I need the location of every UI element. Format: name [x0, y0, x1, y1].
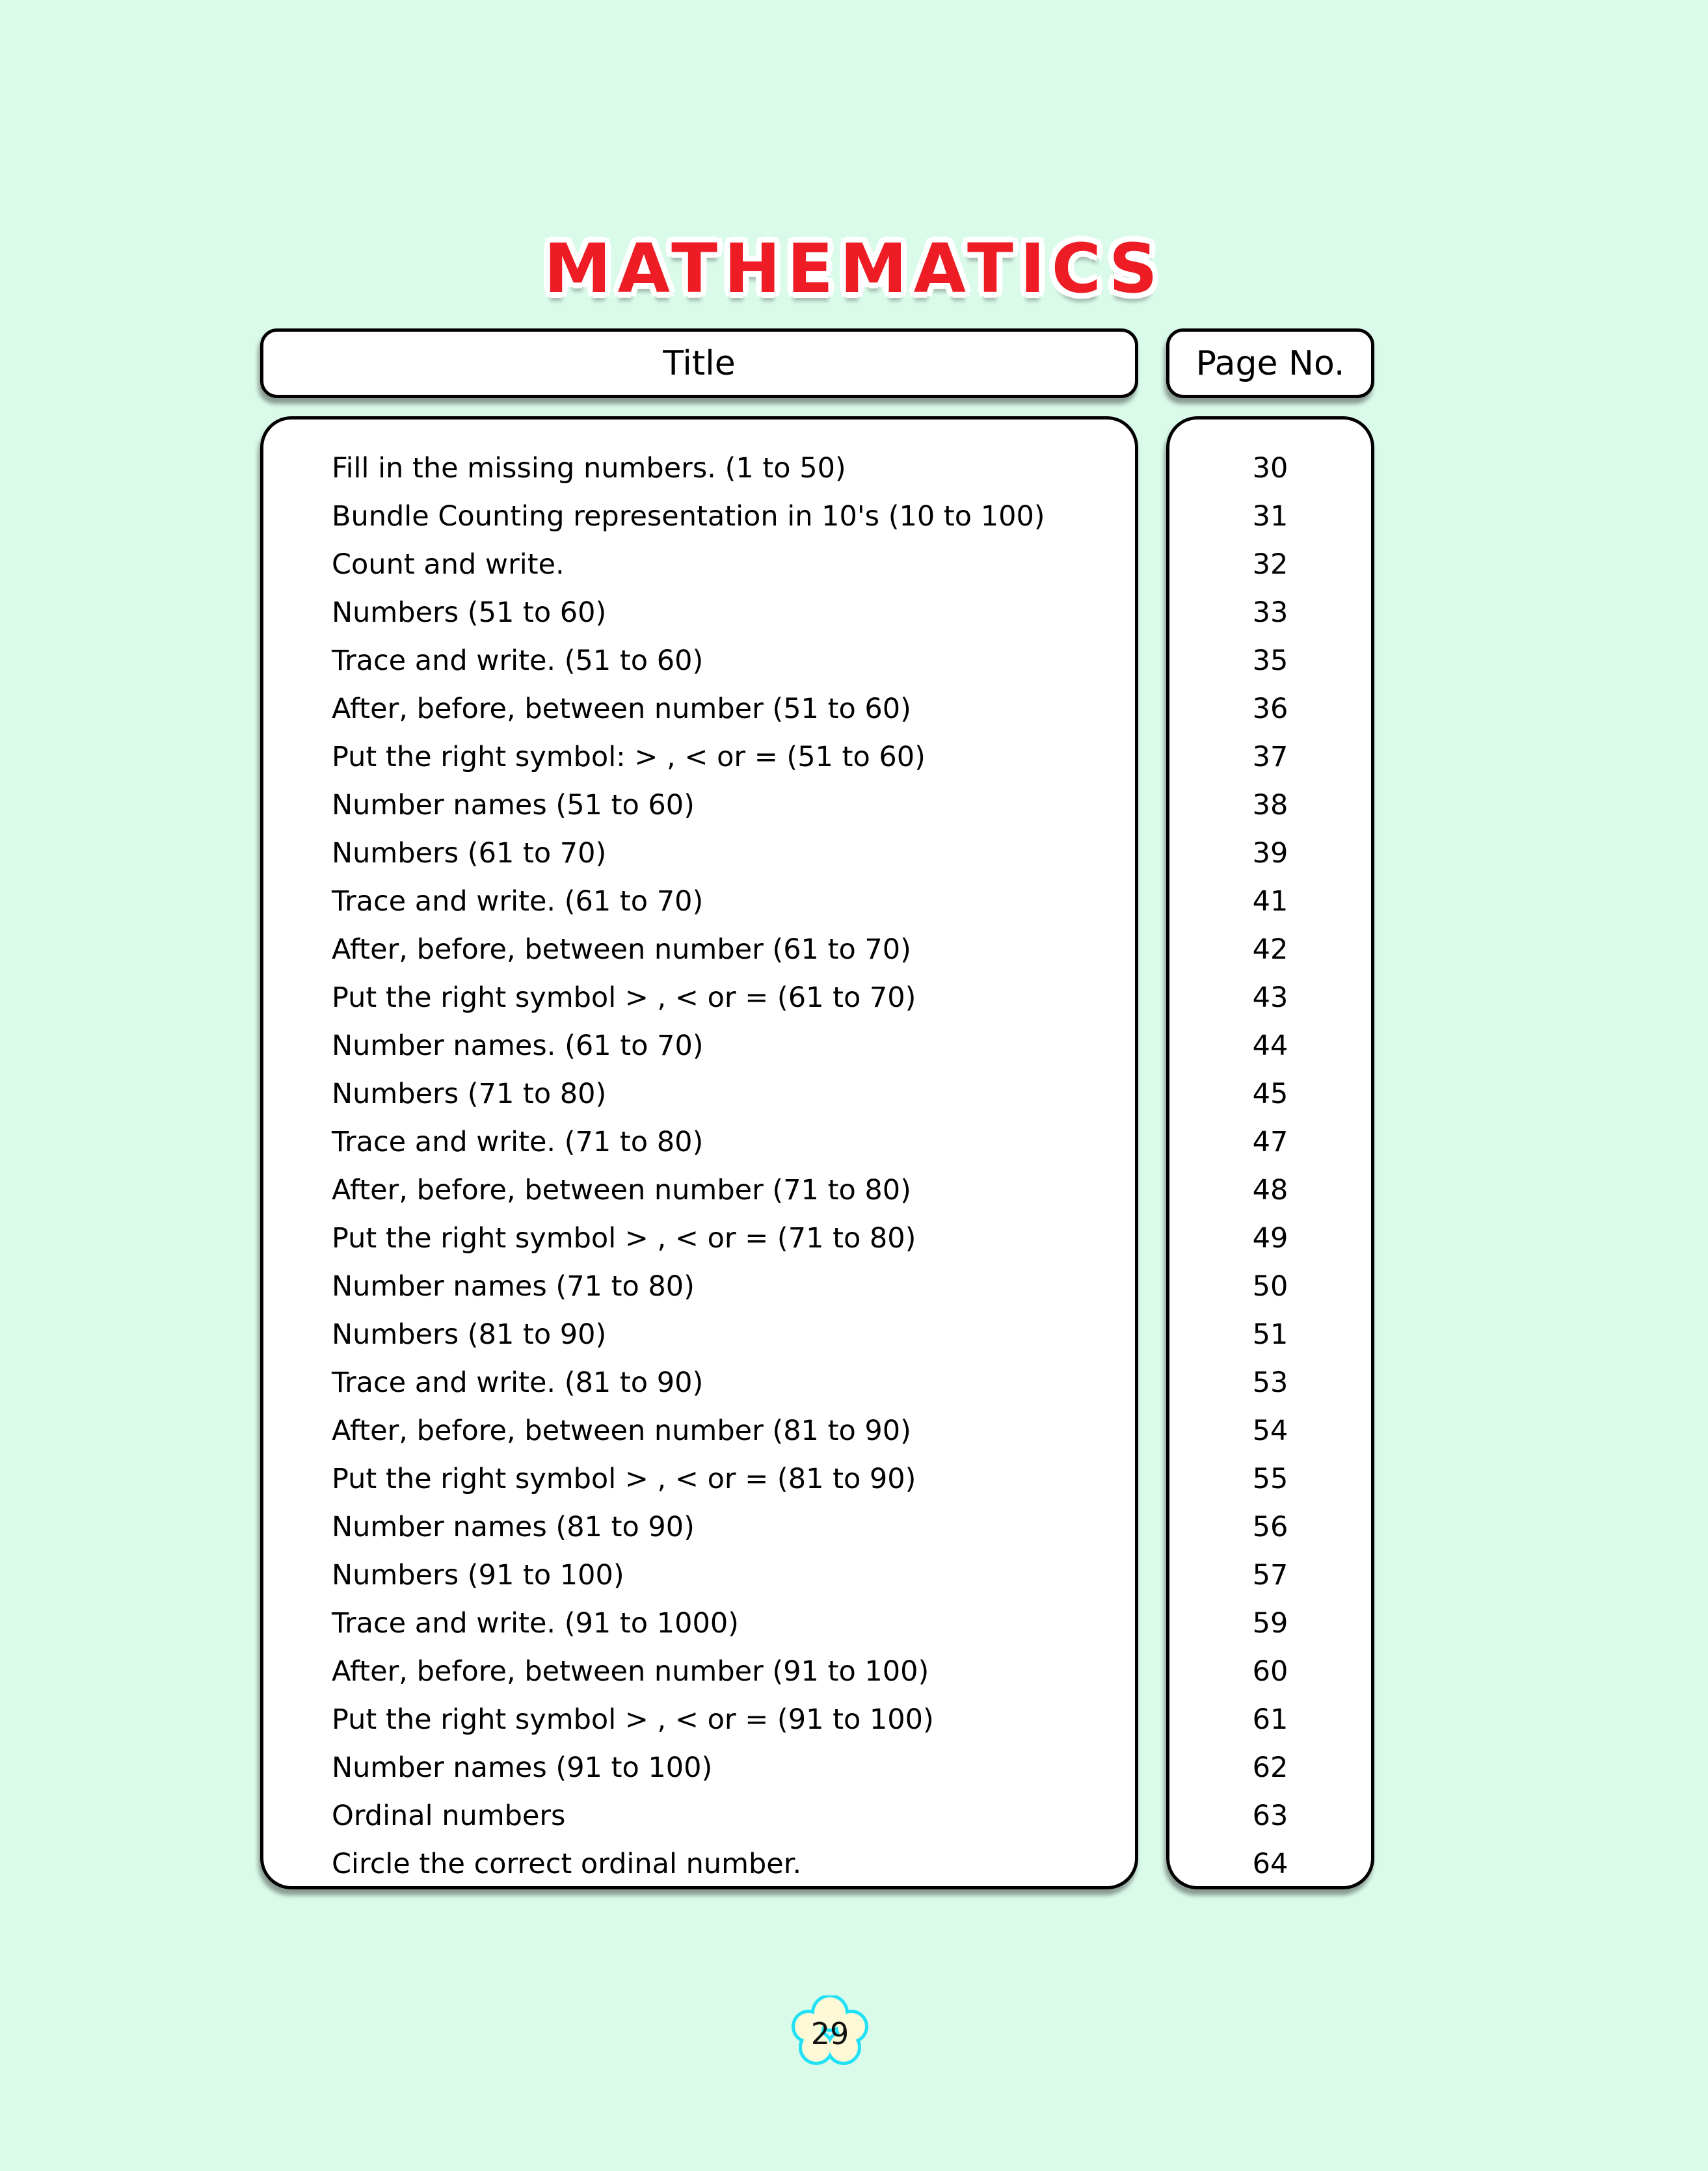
- toc-entry-title: Circle the correct ordinal number.: [332, 1848, 802, 1880]
- toc-entry-title: Trace and write. (61 to 70): [332, 885, 704, 918]
- toc-entry-title: After, before, between number (61 to 70): [332, 933, 911, 966]
- toc-entry-page: 60: [1252, 1655, 1288, 1688]
- toc-entry-page: 59: [1252, 1607, 1288, 1640]
- toc-entry-title: Trace and write. (91 to 1000): [332, 1607, 739, 1640]
- toc-entry-page: 53: [1252, 1366, 1288, 1399]
- toc-entry-title: Put the right symbol > , < or = (91 to 100): [332, 1703, 934, 1736]
- page-number-list: [1169, 420, 1371, 1888]
- toc-entry-title: Numbers (91 to 100): [332, 1559, 624, 1592]
- toc-entry-page: 49: [1252, 1222, 1288, 1255]
- toc-entry-page: 54: [1252, 1415, 1288, 1447]
- toc-entry-page: 38: [1252, 789, 1288, 821]
- flower-badge-icon: [787, 1995, 873, 2071]
- toc-entry-page: 42: [1252, 933, 1288, 966]
- toc-entry-title: Number names (81 to 90): [332, 1511, 695, 1543]
- title-column-header: [260, 328, 1138, 398]
- toc-entry-title: Number names (91 to 100): [332, 1751, 713, 1784]
- toc-entry-title: After, before, between number (51 to 60): [332, 693, 911, 725]
- toc-entry-page: 61: [1252, 1703, 1288, 1736]
- toc-entry-page: 30: [1252, 452, 1288, 485]
- toc-entry-title: Count and write.: [332, 548, 565, 581]
- title-column-header-label: Title: [663, 343, 736, 383]
- toc-entry-page: 64: [1252, 1848, 1288, 1880]
- toc-entry-page: 62: [1252, 1751, 1288, 1784]
- toc-entry-page: 51: [1252, 1318, 1288, 1351]
- toc-entry-page: 41: [1252, 885, 1288, 918]
- toc-entry-page: 32: [1252, 548, 1288, 581]
- toc-entry-page: 37: [1252, 741, 1288, 773]
- toc-entry-title: Numbers (61 to 70): [332, 837, 607, 870]
- toc-entry-page: 31: [1252, 500, 1288, 533]
- toc-entry-title: Put the right symbol > , < or = (61 to 70): [332, 981, 916, 1014]
- page-number-badge: [787, 1995, 873, 2071]
- toc-entry-page: 44: [1252, 1030, 1288, 1062]
- toc-entry-page: 50: [1252, 1270, 1288, 1303]
- toc-entry-title: After, before, between number (71 to 80): [332, 1174, 911, 1206]
- toc-entry-title: Trace and write. (81 to 90): [332, 1366, 704, 1399]
- toc-entry-page: 43: [1252, 981, 1288, 1014]
- toc-entry-page: 57: [1252, 1559, 1288, 1592]
- toc-entry-page: 39: [1252, 837, 1288, 870]
- title-list-box: [260, 416, 1138, 1889]
- toc-entry-page: 35: [1252, 645, 1288, 677]
- toc-entry-title: Trace and write. (51 to 60): [332, 645, 704, 677]
- toc-entry-page: 33: [1252, 596, 1288, 629]
- toc-entry-title: Trace and write. (71 to 80): [332, 1126, 704, 1158]
- toc-entry-title: Numbers (71 to 80): [332, 1078, 607, 1110]
- toc-entry-page: 63: [1252, 1800, 1288, 1832]
- toc-entry-title: Fill in the missing numbers. (1 to 50): [332, 452, 846, 485]
- page-badge-number: 29: [810, 2016, 849, 2051]
- toc-entry-title: Put the right symbol > , < or = (71 to 80): [332, 1222, 916, 1255]
- toc-entry-page: 45: [1252, 1078, 1288, 1110]
- page-title: MATHEMATICS: [544, 229, 1164, 308]
- toc-entry-title: Put the right symbol: > , < or = (51 to 60): [332, 741, 926, 773]
- toc-entry-title: Number names. (61 to 70): [332, 1030, 704, 1062]
- toc-entry-title: Number names (71 to 80): [332, 1270, 695, 1303]
- toc-entry-page: 48: [1252, 1174, 1288, 1206]
- toc-entry-title: Put the right symbol > , < or = (81 to 90): [332, 1463, 916, 1495]
- toc-entry-page: 47: [1252, 1126, 1288, 1158]
- page-number-list-box: [1166, 416, 1374, 1889]
- toc-entry-title: After, before, between number (91 to 100): [332, 1655, 929, 1688]
- toc-entry-title: Bundle Counting representation in 10's (10 to 100): [332, 500, 1045, 533]
- toc-entry-title: After, before, between number (81 to 90): [332, 1415, 911, 1447]
- page-column-header-label: Page No.: [1195, 343, 1345, 383]
- page-column-header: [1166, 328, 1374, 398]
- toc-entry-page: 55: [1252, 1463, 1288, 1495]
- toc-entry-title: Numbers (81 to 90): [332, 1318, 607, 1351]
- toc-entry-title: Number names (51 to 60): [332, 789, 695, 821]
- toc-entry-page: 56: [1252, 1511, 1288, 1543]
- title-list: [263, 420, 1135, 1888]
- toc-entry-title: Ordinal numbers: [332, 1800, 566, 1832]
- toc-entry-page: 36: [1252, 693, 1288, 725]
- toc-entry-title: Numbers (51 to 60): [332, 596, 607, 629]
